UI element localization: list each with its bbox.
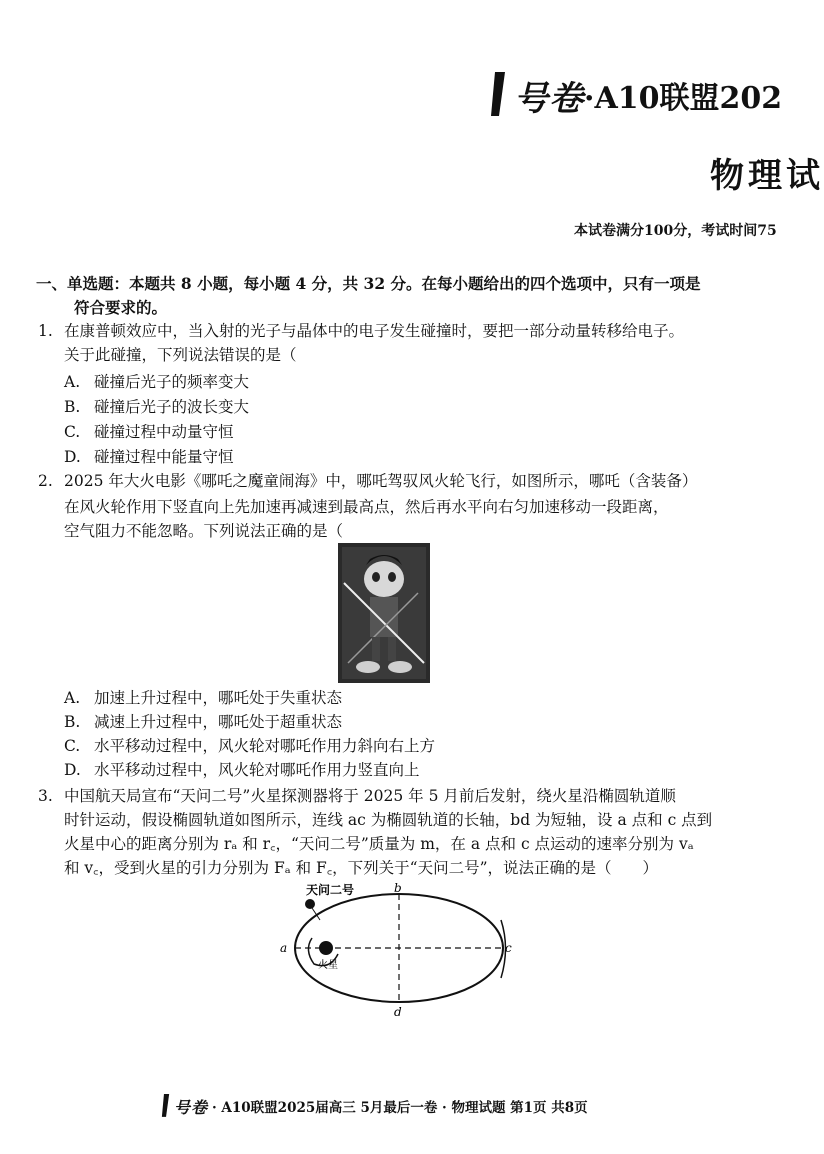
question-1-option-d: [64, 446, 234, 468]
question-2-option-d: [64, 759, 420, 781]
exam-info: 本试卷满分100分，考试时间75: [574, 223, 777, 239]
point-a-label: a: [280, 941, 288, 955]
option-text: 碰撞过程中能量守恒: [94, 448, 234, 466]
option-label: C.: [64, 737, 81, 755]
brand-logo-mark: [488, 70, 506, 120]
option-text: 碰撞过程中动量守恒: [94, 423, 234, 441]
option-label: C.: [64, 423, 81, 441]
section-heading-cont: 符合要求的。: [74, 298, 168, 317]
question-1-option-a: [64, 371, 249, 393]
probe-marker: [305, 899, 315, 909]
question-1-stem: 在康普顿效应中，当入射的光子与晶体中的电子发生碰撞时，要把一部分动量转移给电子。: [64, 322, 685, 340]
question-2-stem-cont: 在风火轮作用下竖直向上先加速再减速到最高点，然后再水平向右匀加速移动一段距离，: [64, 498, 669, 516]
brand-script: 号卷: [514, 78, 584, 119]
question-3-stem-cont: 时针运动，假设椭圆轨道如图所示，连线 ac 为椭圆轨道的长轴，bd 为短轴，设 a 点和 c 点到: [64, 811, 713, 829]
question-2-option-b: [64, 711, 342, 733]
nezha-movie-image: [338, 543, 430, 683]
option-label: B.: [64, 398, 81, 416]
point-b-label: b: [394, 881, 402, 895]
option-label: D.: [64, 448, 81, 466]
question-1-option-c: [64, 421, 234, 443]
subject-title: 物理试: [710, 156, 824, 196]
option-label: A.: [64, 689, 81, 707]
option-label: B.: [64, 713, 81, 731]
brand-title: ·A10联盟202: [584, 81, 783, 116]
option-text: 水平移动过程中，风火轮对哪吒作用力斜向右上方: [94, 737, 436, 755]
question-3-stem: 中国航天局宣布“天问二号”火星探测器将于 2025 年 5 月前后发射，绕火星沿椭圆轨道顺: [64, 787, 676, 805]
question-3-stem-cont2: 火星中心的距离分别为 rₐ 和 r꜀，“天问二号”质量为 m，在 a 点和 c 点运动的速率分别为 vₐ: [64, 835, 694, 853]
option-text: 碰撞后光子的频率变大: [94, 373, 250, 391]
option-label: D.: [64, 761, 81, 779]
page-footer: [160, 1093, 588, 1119]
probe-label: 天问二号: [306, 883, 355, 897]
question-1-stem-cont: 关于此碰撞，下列说法错误的是（: [64, 346, 297, 364]
question-1-number: 1.: [38, 322, 53, 340]
option-text: 碰撞后光子的波长变大: [94, 398, 250, 416]
question-2-number: 2.: [38, 472, 53, 490]
question-2-stem: 2025 年大火电影《哪吒之魔童闹海》中，哪吒驾驭风火轮飞行，如图所示，哪吒（含装备）: [64, 472, 698, 490]
option-text: 加速上升过程中，哪吒处于失重状态: [94, 689, 343, 707]
question-2-option-a: [64, 687, 342, 709]
exam-header: [488, 66, 782, 124]
mars-body: [319, 941, 333, 955]
orbit-diagram: [274, 880, 524, 1020]
question-2-stem-cont2: 空气阻力不能忽略。下列说法正确的是（: [64, 522, 344, 540]
footer-brand-script: 号卷: [174, 1097, 209, 1117]
footer-text: · A10联盟2025届高三 5月最后一卷 · 物理试题 第1页 共8页: [212, 1100, 588, 1116]
point-d-label: d: [394, 1005, 402, 1019]
option-text: 减速上升过程中，哪吒处于超重状态: [94, 713, 343, 731]
option-text: 水平移动过程中，风火轮对哪吒作用力竖直向上: [94, 761, 420, 779]
option-label: A.: [64, 373, 81, 391]
mars-label: 火星: [318, 960, 338, 971]
footer-logo-mark: [160, 1093, 170, 1119]
question-3-stem-cont3: 和 v꜀，受到火星的引力分别为 Fₐ 和 F꜀，下列关于“天问二号”，说法正确的是（ ）: [64, 859, 659, 877]
section-heading: 一、单选题：本题共 8 小题，每小题 4 分，共 32 分。在每小题给出的四个选项中，只有一项是: [36, 274, 701, 293]
question-1-option-b: [64, 396, 249, 418]
question-2-option-c: [64, 735, 435, 757]
question-3-number: 3.: [38, 787, 53, 805]
point-c-label: c: [505, 941, 512, 955]
